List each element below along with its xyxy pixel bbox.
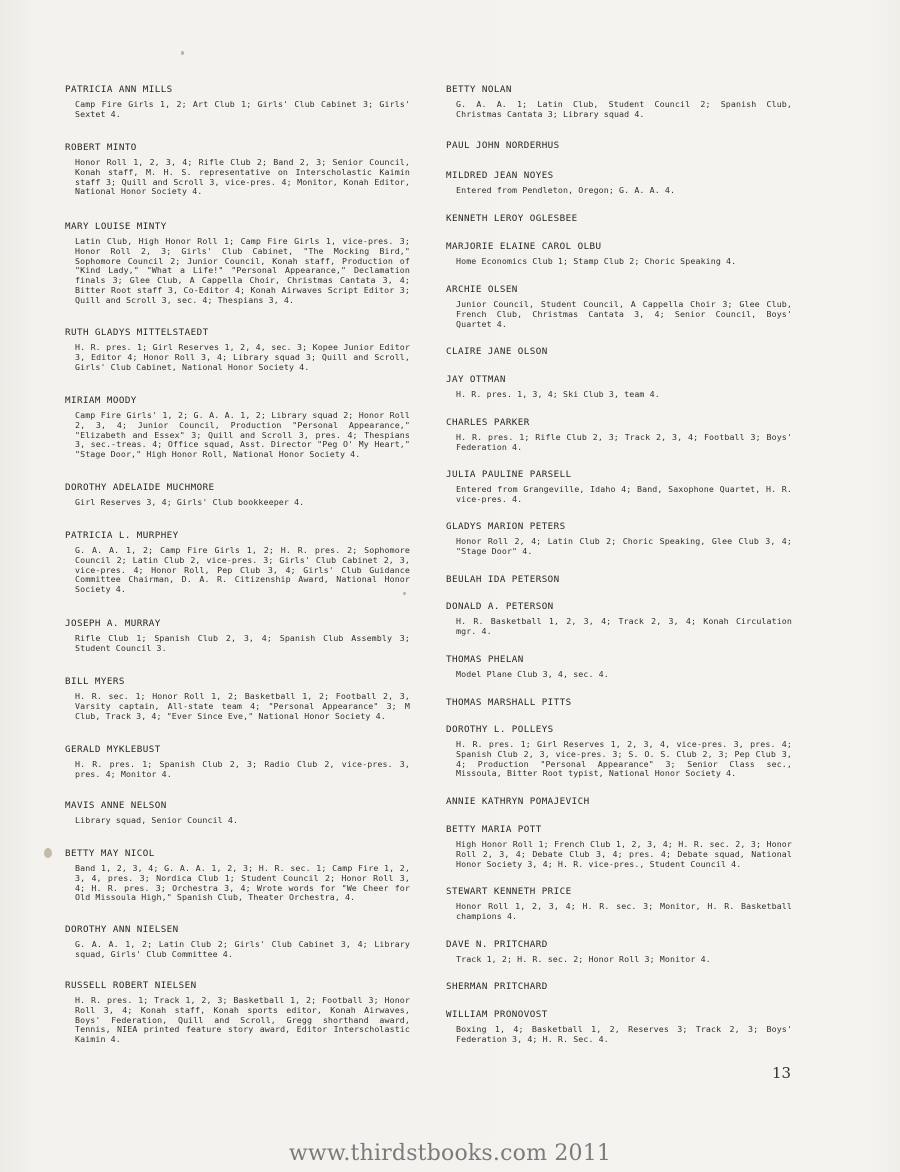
senior-entry [65,327,410,372]
senior-entry [65,618,410,654]
senior-entry [446,824,792,869]
senior-entry [65,744,410,780]
senior-name: MAVIS ANNE NELSON [65,800,167,811]
senior-activities: Girl Reserves 3, 4; Girls' Club bookkeeper 4. [75,497,305,507]
watermark-text: www.thirdstbooks.com 2011 [288,1141,612,1166]
senior-entry [65,800,410,826]
senior-name: STEWART KENNETH PRICE [446,886,572,897]
senior-activities: Camp Fire Girls' 1, 2; G. A. A. 1, 2; Library squad 2; Honor Roll 2, 3, 4; Junior Council, Production "Personal Appearance," "Elizabeth and Essex" 3; Quill and Scroll 3, pres. 4; Thespians 3, sec.-treas. 4; Office squad, Asst. Director "Peg O' My Heart," "Stage Door," High Honor Roll, National Honor Society 4. [75,410,410,460]
senior-entry [446,417,792,453]
senior-entry [446,1009,792,1045]
senior-name: BETTY MAY NICOL [65,848,155,859]
senior-entry [65,84,410,120]
senior-activities: H. R. pres. 1; Girl Reserves 1, 2, 3, 4, vice-pres. 3, pres. 4; Spanish Club 2, 3, vice-pres. 3; S. O. S. Club 2, 3; Pep Club 3, 4; Production "Personal Appearance" 3; Senior Class sec., Missoula, Bitter Root typist, National Honor Society 4. [456,739,792,779]
senior-activities: G. A. A. 1, 2; Latin Club 2; Girls' Club Cabinet 3, 4; Library squad, Girls' Club Committee 4. [75,939,410,959]
senior-name: RUSSELL ROBERT NIELSEN [65,980,197,991]
senior-entry [446,469,792,505]
senior-entry [446,374,792,400]
senior-name: GERALD MYKLEBUST [65,744,161,755]
senior-activities: Entered from Grangeville, Idaho 4; Band, Saxophone Quartet, H. R. vice-pres. 4. [456,484,792,504]
senior-name: CHARLES PARKER [446,417,530,428]
senior-entry [446,886,792,922]
senior-activities: Junior Council, Student Council, A Cappella Choir 3; Glee Club, French Club, Christmas Cantata 3, 4; Senior Council, Boys' Quartet 4. [456,299,792,329]
senior-name: RUTH GLADYS MITTELSTAEDT [65,327,209,338]
senior-activities: H. R. pres. 1; Spanish Club 2, 3; Radio Club 2, vice-pres. 3, pres. 4; Monitor 4. [75,759,410,779]
senior-activities: Camp Fire Girls 1, 2; Art Club 1; Girls' Club Cabinet 3; Girls' Sextet 4. [75,99,410,119]
senior-entry [446,140,792,152]
senior-entry [65,142,410,197]
senior-entry [65,482,410,508]
senior-activities: Model Plane Club 3, 4, sec. 4. [456,669,609,679]
senior-activities: H. R. sec. 1; Honor Roll 1, 2; Basketball 1, 2; Football 2, 3, Varsity captain, All-state team 4; "Personal Appearance" 3; M Club, Track 3, 4; "Ever Since Eve," National Honor Society 4. [75,691,410,721]
senior-name: THOMAS MARSHALL PITTS [446,697,572,708]
senior-entry [65,676,410,721]
paper-speck [181,51,184,55]
senior-name: ROBERT MINTO [65,142,137,153]
senior-name: JAY OTTMAN [446,374,506,385]
senior-name: BEULAH IDA PETERSON [446,574,560,585]
senior-activities: Rifle Club 1; Spanish Club 2, 3, 4; Spanish Club Assembly 3; Student Council 3. [75,633,410,653]
senior-name: PAUL JOHN NORDERHUS [446,140,560,151]
senior-entry [446,170,792,196]
paper-speck [403,592,406,595]
senior-name: WILLIAM PRONOVOST [446,1009,548,1020]
senior-activities: H. R. pres. 1, 3, 4; Ski Club 3, team 4. [456,389,660,399]
senior-name: MARY LOUISE MINTY [65,221,167,232]
senior-activities: G. A. A. 1, 2; Camp Fire Girls 1, 2; H. R. pres. 2; Sophomore Council 2; Latin Club 2, vice-pres. 3; Girls' Club Cabinet 2, 3, vice-pres. 4; Honor Roll, Pep Club 3, 4; Girls' Club Guidance Committee Chairman, D. A. R. Citizenship Award, National Honor Society 4. [75,545,410,595]
page-number: 13 [772,1064,792,1082]
senior-name: GLADYS MARION PETERS [446,521,566,532]
senior-entry [446,981,792,993]
senior-activities: Honor Roll 1, 2, 3, 4; Rifle Club 2; Band 2, 3; Senior Council, Konah staff, M. H. S. representative on Interscholastic Kaimin staff 3; Quill and Scroll 3, vice-pres. 4; Monitor, Konah Editor, National Honor Society 4. [75,157,410,197]
senior-entry [65,980,410,1045]
senior-name: MARJORIE ELAINE CAROL OLBU [446,241,602,252]
senior-name: KENNETH LEROY OGLESBEE [446,213,578,224]
senior-entry [446,574,792,586]
senior-activities: Track 1, 2; H. R. sec. 2; Honor Roll 3; Monitor 4. [456,954,711,964]
senior-name: ANNIE KATHRYN POMAJEVICH [446,796,590,807]
senior-activities: Band 1, 2, 3, 4; G. A. A. 1, 2, 3; H. R. sec. 1; Camp Fire 1, 2, 3, 4, pres. 3; Nordica Club 1; Student Council 2; Honor Roll 3, 4; H. R. pres. 3; Orchestra 3, 4; Wrote words for "We Cheer for Old Missoula High," Spanish Club, Theater Orchestra, 4. [75,863,410,903]
senior-entry [446,654,792,680]
senior-name: JULIA PAULINE PARSELL [446,469,572,480]
senior-name: BILL MYERS [65,676,125,687]
senior-name: CLAIRE JANE OLSON [446,346,548,357]
senior-name: JOSEPH A. MURRAY [65,618,161,629]
senior-activities: Home Economics Club 1; Stamp Club 2; Choric Speaking 4. [456,256,737,266]
senior-name: BETTY NOLAN [446,84,512,95]
senior-name: DONALD A. PETERSON [446,601,554,612]
senior-name: THOMAS PHELAN [446,654,524,665]
senior-activities: H. R. pres. 1; Rifle Club 2, 3; Track 2, 3, 4; Football 3; Boys' Federation 4. [456,432,792,452]
senior-name: PATRICIA L. MURPHEY [65,530,179,541]
senior-activities: Entered from Pendleton, Oregon; G. A. A. 4. [456,185,676,195]
senior-name: DOROTHY L. POLLEYS [446,724,554,735]
senior-entry [446,697,792,709]
senior-entry [446,724,792,779]
senior-entry [446,84,792,120]
senior-entry [65,924,410,960]
senior-activities: Latin Club, High Honor Roll 1; Camp Fire Girls 1, vice-pres. 3; Honor Roll 2, 3; Girls' Club Cabinet, "The Mocking Bird," Sophomore Council 2; Junior Council, Konah staff, Production of "Kind Lady," "What a Life!" "Personal Appearance," Declamation finals 3; Glee Club, A Cappella Choir, Christmas Cantata 3, 4; Bitter Root staff 3, Co-Editor 4; Konah Airwaves Script Editor 3; Quill and Scroll 3, sec. 4; Thespians 3, 4. [75,236,410,305]
senior-entry [65,530,410,595]
senior-entry [446,601,792,637]
senior-activities: Library squad, Senior Council 4. [75,815,239,825]
senior-activities: H. R. pres. 1; Track 1, 2, 3; Basketball 1, 2; Football 3; Honor Roll 3, 4; Konah staff, Konah sports editor, Konah Airwaves, Boys' Federation, Quill and Scroll, Gregg shorthand award, Tennis, NIEA printed feature story award, Editor Interscholastic Kaimin 4. [75,995,410,1045]
senior-name: MIRIAM MOODY [65,395,137,406]
senior-name: PATRICIA ANN MILLS [65,84,173,95]
paper-stain [44,848,52,858]
senior-activities: Boxing 1, 4; Basketball 1, 2, Reserves 3; Track 2, 3; Boys' Federation 3, 4; H. R. Sec. 4. [456,1024,792,1044]
senior-entry [65,221,410,306]
senior-name: BETTY MARIA POTT [446,824,542,835]
senior-activities: G. A. A. 1; Latin Club, Student Council 2; Spanish Club, Christmas Cantata 3; Library squad 4. [456,99,792,119]
senior-activities: Honor Roll 2, 4; Latin Club 2; Choric Speaking, Glee Club 3, 4; "Stage Door" 4. [456,536,792,556]
senior-name: SHERMAN PRITCHARD [446,981,548,992]
senior-entry [65,848,410,903]
senior-entry [446,213,792,225]
senior-entry [65,395,410,460]
senior-entry [446,241,792,267]
senior-entry [446,521,792,557]
senior-activities: High Honor Roll 1; French Club 1, 2, 3, 4; H. R. sec. 2, 3; Honor Roll 2, 3, 4; Debate Club 3, 4; pres. 4; Debate squad, National Honor Society 3, 4; H. R. vice-pres., Student Council 4. [456,839,792,869]
senior-entry [446,284,792,329]
senior-entry [446,796,792,808]
senior-name: DOROTHY ADELAIDE MUCHMORE [65,482,215,493]
senior-name: DAVE N. PRITCHARD [446,939,548,950]
senior-activities: H. R. Basketball 1, 2, 3, 4; Track 2, 3, 4; Konah Circulation mgr. 4. [456,616,792,636]
senior-name: MILDRED JEAN NOYES [446,170,554,181]
senior-name: ARCHIE OLSEN [446,284,518,295]
senior-activities: H. R. pres. 1; Girl Reserves 1, 2, 4, sec. 3; Kopee Junior Editor 3, Editor 4; Honor Roll 3, 4; Library squad 3; Quill and Scroll, Girls' Club Cabinet, National Honor Society 4. [75,342,410,372]
senior-activities: Honor Roll 1, 2, 3, 4; H. R. sec. 3; Monitor, H. R. Basketball champions 4. [456,901,792,921]
senior-entry [446,346,792,358]
senior-entry [446,939,792,965]
senior-name: DOROTHY ANN NIELSEN [65,924,179,935]
